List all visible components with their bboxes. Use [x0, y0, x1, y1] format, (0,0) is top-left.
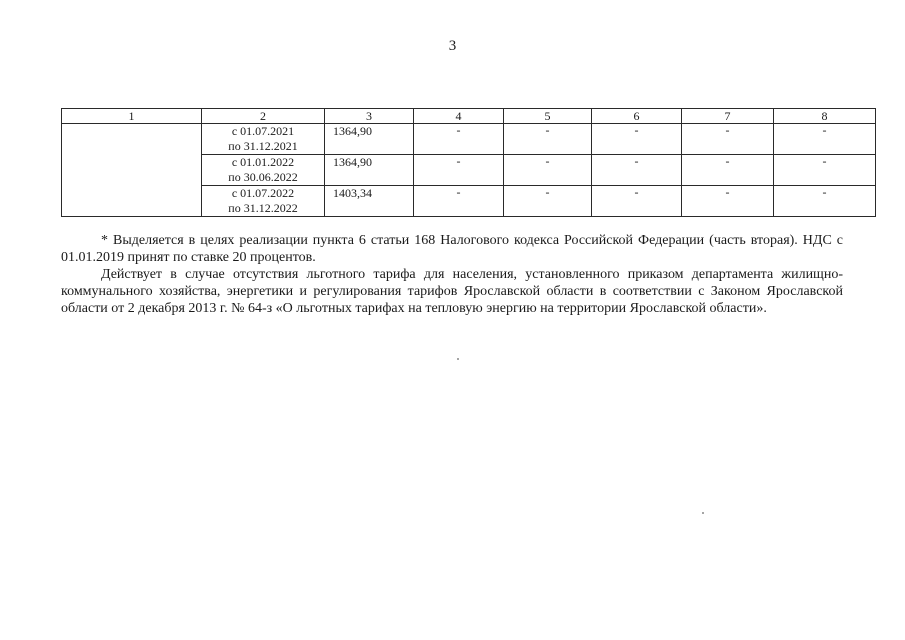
- column-header: 5: [504, 109, 592, 124]
- tariff-table: [61, 108, 876, 217]
- column-header: 3: [325, 109, 414, 124]
- tariff-value: 1364,90: [325, 124, 414, 155]
- table-header-row: [62, 109, 876, 124]
- period-from: с 01.01.2022: [231, 155, 295, 169]
- empty-value-dash: -: [774, 186, 876, 217]
- column-header: 1: [62, 109, 202, 124]
- tariff-value: 1364,90: [325, 155, 414, 186]
- empty-value-dash: -: [414, 186, 504, 217]
- period-cell: [202, 186, 325, 217]
- period-cell: [202, 155, 325, 186]
- empty-value-dash: -: [682, 155, 774, 186]
- period-to: по 30.06.2022: [228, 170, 298, 184]
- empty-value-dash: -: [682, 124, 774, 155]
- empty-value-dash: -: [414, 124, 504, 155]
- column-header: 4: [414, 109, 504, 124]
- empty-value-dash: -: [592, 155, 682, 186]
- merged-category-cell: [62, 124, 202, 217]
- empty-value-dash: -: [504, 124, 592, 155]
- period-to: по 31.12.2021: [228, 139, 298, 153]
- period-from: с 01.07.2022: [231, 186, 295, 200]
- page-number: 3: [448, 38, 457, 54]
- empty-value-dash: -: [682, 186, 774, 217]
- empty-value-dash: -: [414, 155, 504, 186]
- empty-value-dash: -: [592, 124, 682, 155]
- empty-value-dash: -: [504, 186, 592, 217]
- footnotes: [61, 232, 843, 317]
- column-header: 8: [774, 109, 876, 124]
- table-row: [62, 124, 876, 155]
- empty-value-dash: -: [504, 155, 592, 186]
- empty-value-dash: -: [592, 186, 682, 217]
- scan-speck: [702, 512, 704, 514]
- applicability-note: Действует в случае отсутствия льготного тарифа для населения, установленного приказом департамента жилищно-коммунального хозяйства, энергетики и регулирования тарифов Ярославской области в соответствии с Законом Ярославской области от 2 декабря 2013 г. № 64-з «О льготных тарифах на тепловую энергию на территории Ярославской области».: [61, 267, 843, 316]
- period-to: по 31.12.2022: [228, 201, 298, 215]
- column-header: 2: [202, 109, 325, 124]
- empty-value-dash: -: [774, 124, 876, 155]
- empty-value-dash: -: [774, 155, 876, 186]
- column-header: 6: [592, 109, 682, 124]
- vat-footnote: * Выделяется в целях реализации пункта 6 статьи 168 Налогового кодекса Российской Федерации (часть вторая). НДС с 01.01.2019 принят по ставке 20 процентов.: [61, 233, 843, 265]
- column-header: 7: [682, 109, 774, 124]
- scan-speck: [457, 358, 459, 360]
- period-from: с 01.07.2021: [231, 124, 295, 138]
- period-cell: [202, 124, 325, 155]
- tariff-value: 1403,34: [325, 186, 414, 217]
